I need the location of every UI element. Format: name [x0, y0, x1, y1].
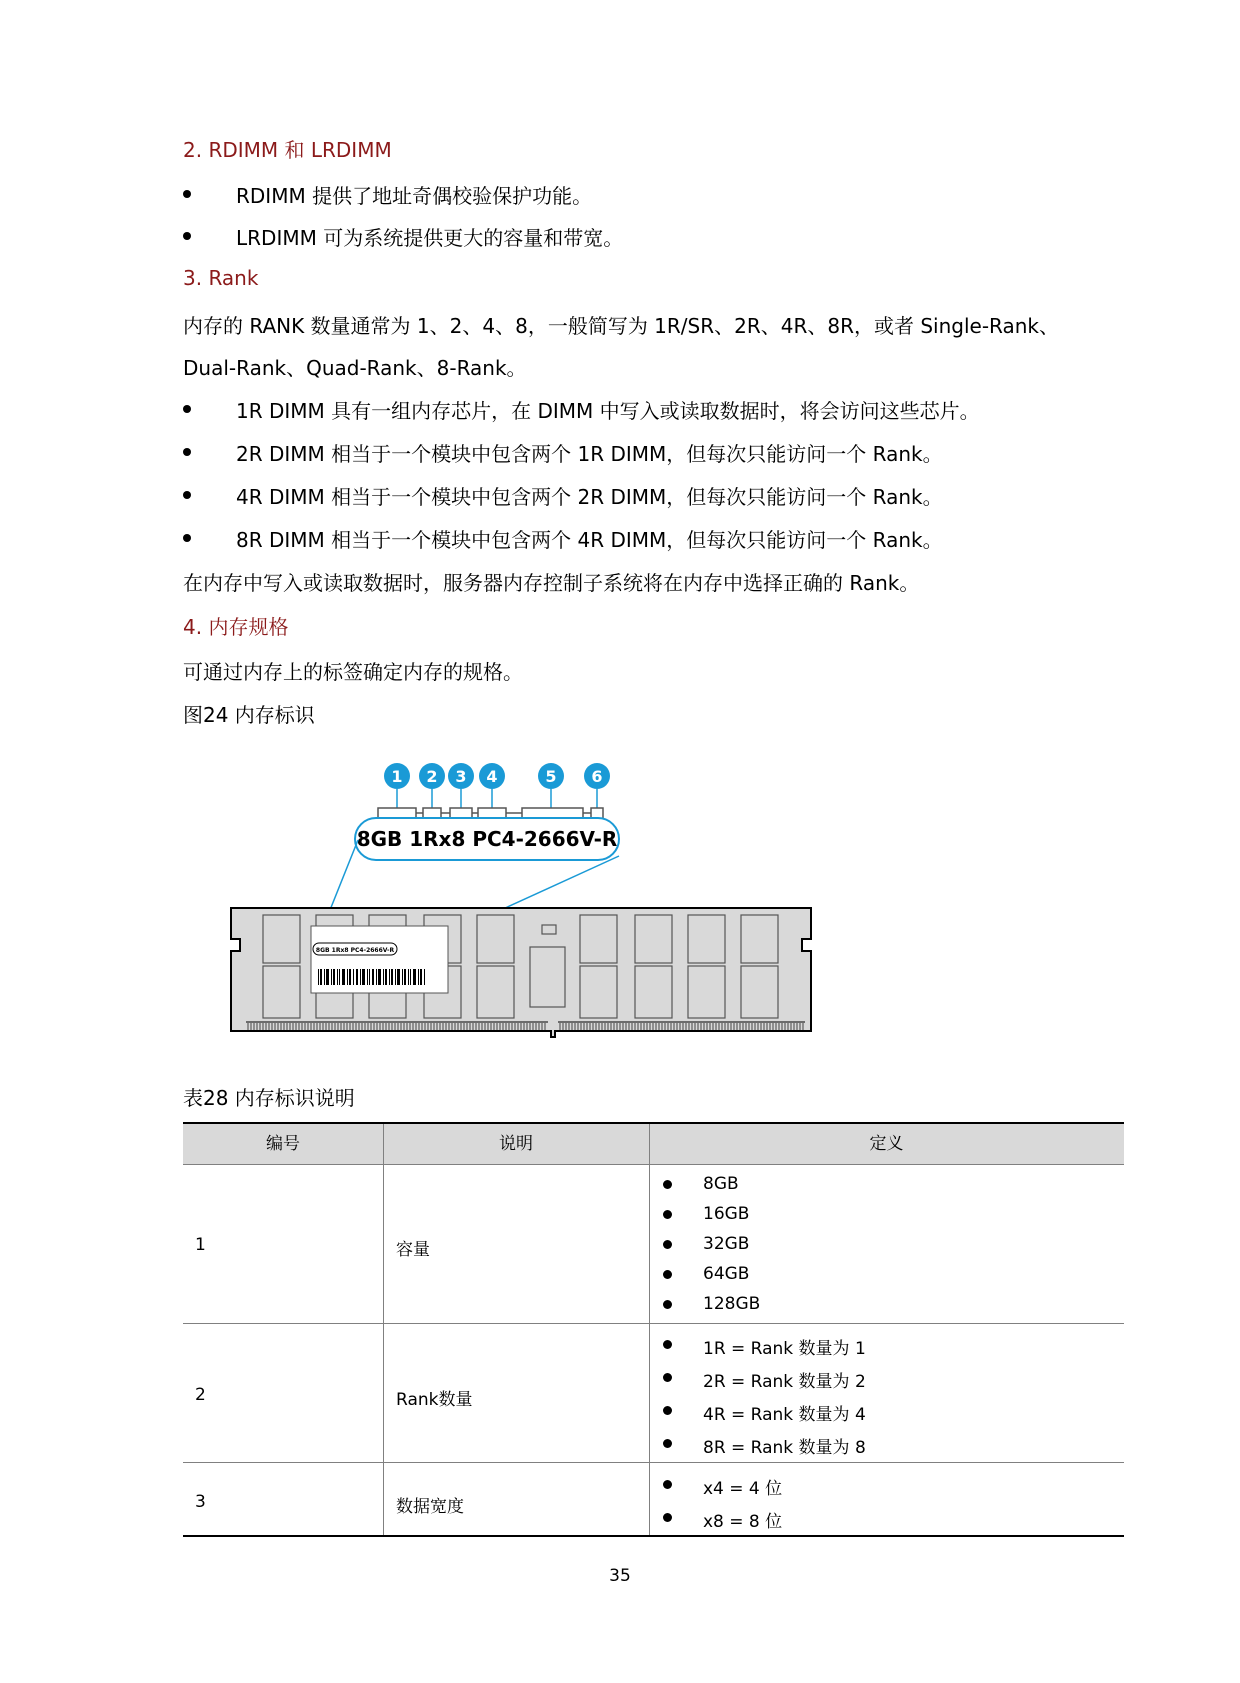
- bullet-icon: [663, 1180, 672, 1189]
- row-divider: [183, 1323, 1124, 1324]
- section-heading-rank: 3. Rank: [183, 266, 259, 290]
- header-description: 说明: [499, 1134, 533, 1154]
- bullet-icon: [663, 1270, 672, 1279]
- table-caption: 表28 内存标识说明: [183, 1086, 355, 1110]
- table-bottom-rule: [183, 1535, 1124, 1537]
- row2-description: Rank数量: [396, 1390, 473, 1410]
- memory-spec-table: 编号 说明 定义 1 容量 8GB 16GB 32GB 64GB 128GB 2 Rank数量 1R = Rank 数量为 1 2R = Rank 数量为 2 4R = Rank 数量为 4 8R = Rank 数量为 8 3 数据宽度 x4 = 4 位 x8 = 8 位: [183, 1122, 1124, 1537]
- row3-number: 3: [195, 1492, 206, 1512]
- section-heading-rdimm: 2. RDIMM 和 LRDIMM: [183, 138, 392, 162]
- rank-paragraph-line2: Dual-Rank、Quad-Rank、8-Rank。: [183, 356, 527, 380]
- list-item-text: 8R DIMM 相当于一个模块中包含两个 4R DIMM，但每次只能访问一个 Rank。: [236, 528, 943, 552]
- row2-number: 2: [195, 1385, 206, 1405]
- bullet-icon: [663, 1439, 672, 1448]
- bullet-icon: [663, 1340, 672, 1349]
- row1-description: 容量: [396, 1240, 430, 1260]
- bullet-icon: [663, 1240, 672, 1249]
- list-item-text: 2R DIMM 相当于一个模块中包含两个 1R DIMM，但每次只能访问一个 Rank。: [236, 442, 943, 466]
- svg-text:5: 5: [545, 767, 557, 786]
- bullet-icon: [663, 1210, 672, 1219]
- label-callout-text: 8GB 1Rx8 PC4-2666V-R: [356, 827, 618, 851]
- module-label-text: 8GB 1Rx8 PC4-2666V-R: [315, 947, 395, 954]
- header-definition: 定义: [869, 1134, 904, 1154]
- svg-text:3: 3: [455, 767, 467, 786]
- bullet-icon: [663, 1373, 672, 1382]
- rank-closing-paragraph: 在内存中写入或读取数据时，服务器内存控制子系统将在内存中选择正确的 Rank。: [183, 571, 920, 595]
- svg-text:2: 2: [426, 767, 438, 786]
- row3-description: 数据宽度: [396, 1497, 464, 1517]
- figure-caption: 图24 内存标识: [183, 703, 315, 727]
- spec-paragraph: 可通过内存上的标签确定内存的规格。: [183, 660, 523, 684]
- list-item-text: 4R DIMM 相当于一个模块中包含两个 2R DIMM，但每次只能访问一个 Rank。: [236, 485, 943, 509]
- table-header: [183, 1124, 1124, 1165]
- page-number: 35: [609, 1566, 631, 1586]
- column-divider: [649, 1124, 650, 1537]
- row1-number: 1: [195, 1235, 206, 1255]
- list-item-text: 1R DIMM 具有一组内存芯片，在 DIMM 中写入或读取数据时，将会访问这些芯片。: [236, 399, 980, 423]
- svg-text:6: 6: [591, 767, 603, 786]
- svg-text:1: 1: [391, 767, 403, 786]
- bullet-icon: [663, 1513, 672, 1522]
- list-item-text: RDIMM 提供了地址奇偶校验保护功能。: [236, 184, 593, 208]
- bullet-icon: [663, 1406, 672, 1415]
- bullet-icon: [663, 1300, 672, 1309]
- list-item-text: LRDIMM 可为系统提供更大的容量和带宽。: [236, 226, 624, 250]
- rank-paragraph-line1: 内存的 RANK 数量通常为 1、2、4、8，一般简写为 1R/SR、2R、4R、8R，或者 Single-Rank、: [183, 314, 1060, 338]
- bullet-icon: [663, 1480, 672, 1489]
- column-divider: [383, 1124, 384, 1537]
- section-heading-spec: 4. 内存规格: [183, 615, 289, 639]
- row-divider: [183, 1462, 1124, 1463]
- svg-text:4: 4: [486, 767, 498, 786]
- header-number: 编号: [266, 1134, 300, 1154]
